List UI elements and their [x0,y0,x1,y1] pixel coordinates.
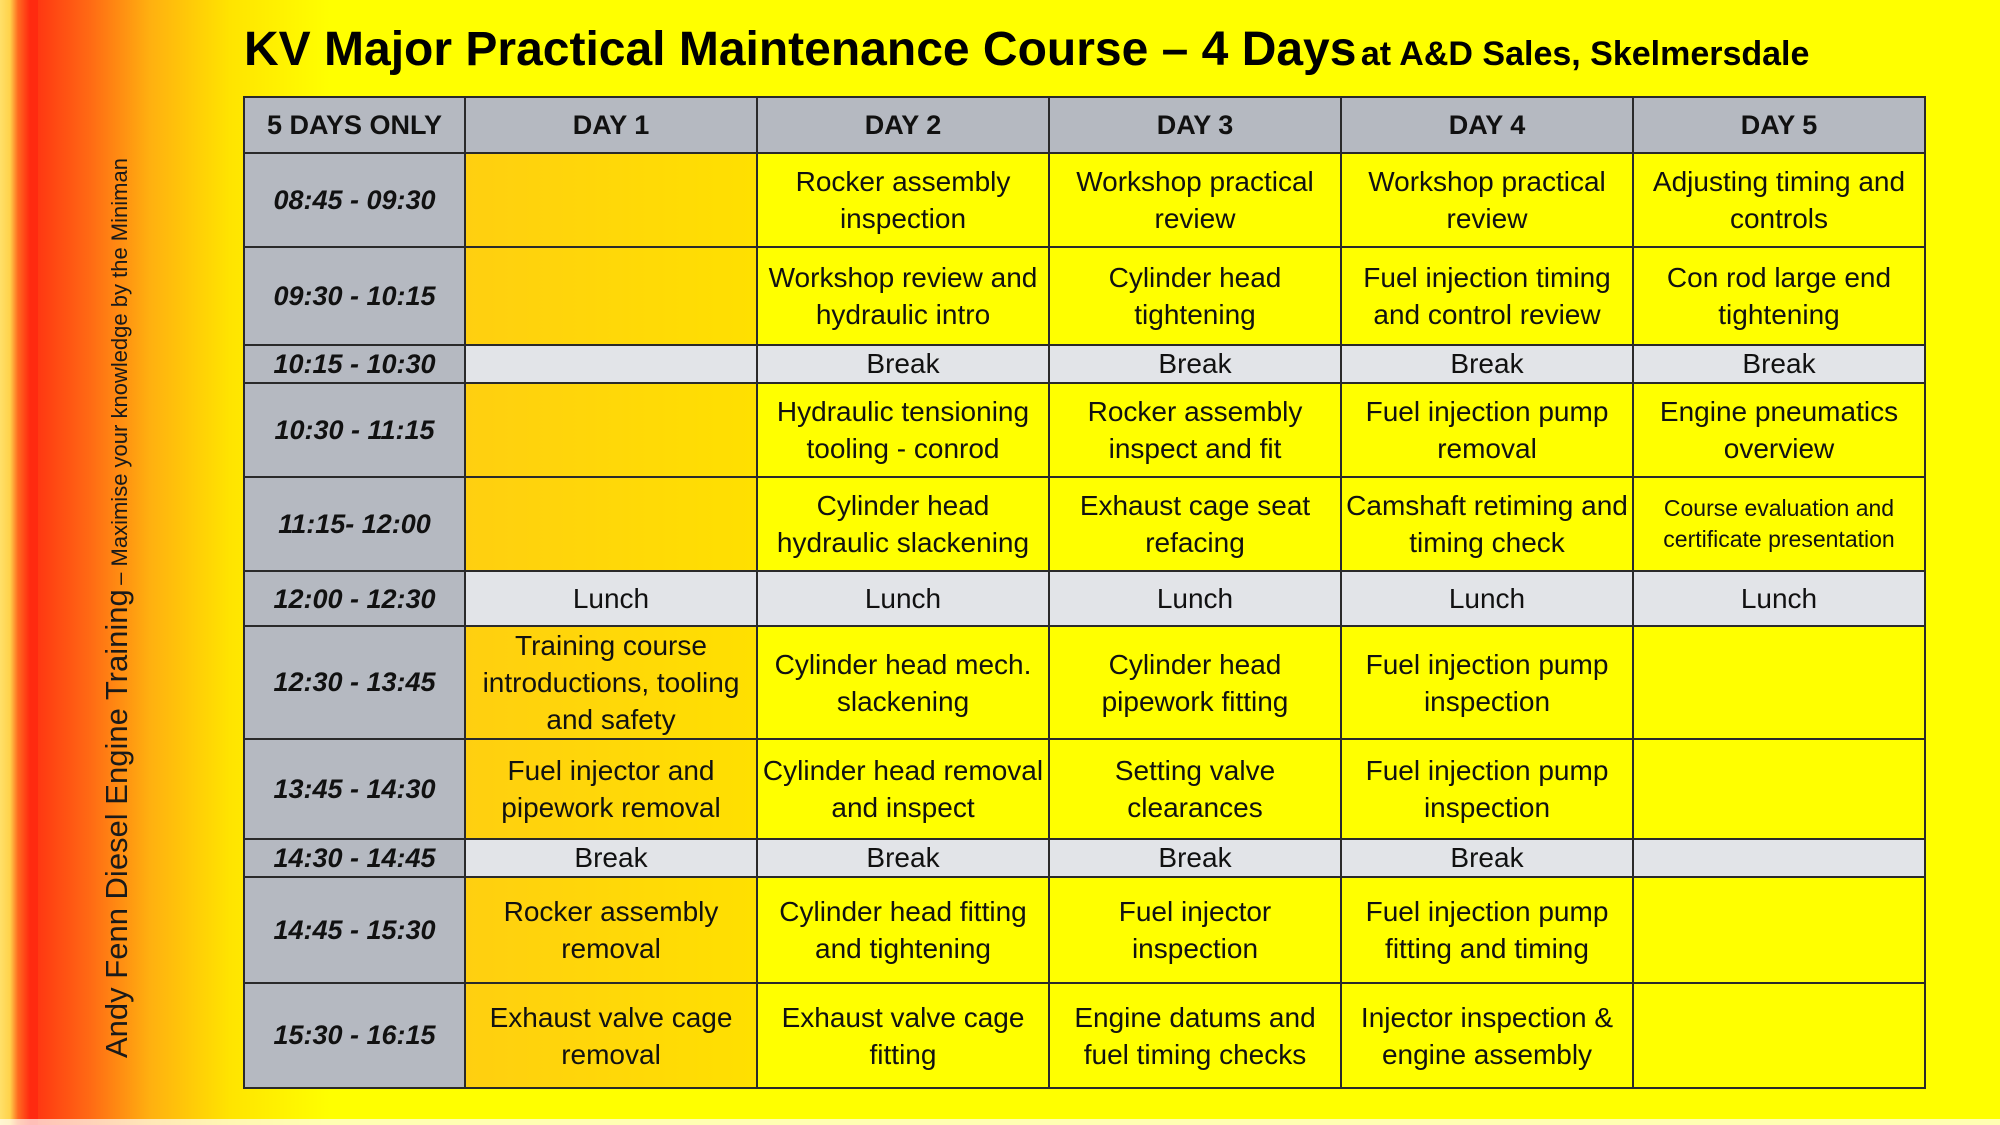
session-cell: Lunch [465,571,757,626]
table-row [244,477,1925,571]
table-row [244,247,1925,345]
header-cell: DAY 1 [465,97,757,153]
session-cell: Break [1049,839,1341,877]
time-cell: 08:45 - 09:30 [244,153,465,247]
session-cell: Cylinder head removal and inspect [757,739,1049,839]
session-cell: Cylinder head pipework fitting [1049,626,1341,739]
session-cell: Break [757,345,1049,383]
session-cell: Break [1049,345,1341,383]
session-cell [465,383,757,477]
header-cell: 5 DAYS ONLY [244,97,465,153]
session-cell: Exhaust valve cage fitting [757,983,1049,1088]
session-cell: Break [1341,345,1633,383]
session-cell: Lunch [1633,571,1925,626]
bottom-band [0,1119,2000,1125]
table-row [244,839,1925,877]
session-cell: Cylinder head fitting and tightening [757,877,1049,983]
header-cell: DAY 4 [1341,97,1633,153]
table-row [244,983,1925,1088]
page-title [244,22,1809,77]
session-cell: Lunch [1049,571,1341,626]
side-branding-main: Andy Fenn Diesel Engine Training [99,589,134,1058]
session-cell [465,477,757,571]
table-row [244,571,1925,626]
left-edge-stripe [0,0,38,1125]
session-cell: Con rod large end tightening [1633,247,1925,345]
time-cell: 14:45 - 15:30 [244,877,465,983]
time-cell: 10:15 - 10:30 [244,345,465,383]
session-cell: Injector inspection & engine assembly [1341,983,1633,1088]
header-cell: DAY 2 [757,97,1049,153]
side-branding-sub: – Maximise your knowledge by the Miniman [107,158,132,585]
table-row [244,153,1925,247]
session-cell: Fuel injection pump removal [1341,383,1633,477]
session-cell [465,247,757,345]
session-cell: Rocker assembly removal [465,877,757,983]
session-cell: Lunch [1341,571,1633,626]
time-cell: 09:30 - 10:15 [244,247,465,345]
session-cell [1633,839,1925,877]
header-cell: DAY 5 [1633,97,1925,153]
session-cell: Course evaluation and certificate presentation [1633,477,1925,571]
table-row [244,626,1925,739]
session-cell: Break [757,839,1049,877]
time-cell: 14:30 - 14:45 [244,839,465,877]
session-cell: Cylinder head hydraulic slackening [757,477,1049,571]
time-cell: 13:45 - 14:30 [244,739,465,839]
time-cell: 15:30 - 16:15 [244,983,465,1088]
session-cell: Hydraulic tensioning tooling - conrod [757,383,1049,477]
session-cell [1633,877,1925,983]
time-cell: 11:15- 12:00 [244,477,465,571]
session-cell: Camshaft retiming and timing check [1341,477,1633,571]
time-cell: 10:30 - 11:15 [244,383,465,477]
table-row [244,739,1925,839]
session-cell: Exhaust cage seat refacing [1049,477,1341,571]
session-cell: Cylinder head tightening [1049,247,1341,345]
time-cell: 12:30 - 13:45 [244,626,465,739]
session-cell: Adjusting timing and controls [1633,153,1925,247]
session-cell: Setting valve clearances [1049,739,1341,839]
session-cell: Fuel injector and pipework removal [465,739,757,839]
session-cell: Exhaust valve cage removal [465,983,757,1088]
session-cell: Rocker assembly inspection [757,153,1049,247]
session-cell: Break [1341,839,1633,877]
session-cell: Fuel injection pump fitting and timing [1341,877,1633,983]
session-cell [1633,626,1925,739]
session-cell: Training course introductions, tooling and safety [465,626,757,739]
side-branding [99,158,135,1058]
session-cell: Fuel injection timing and control review [1341,247,1633,345]
session-cell: Engine datums and fuel timing checks [1049,983,1341,1088]
header-row [244,97,1925,153]
table-row [244,345,1925,383]
table-row [244,877,1925,983]
table-row [244,383,1925,477]
session-cell: Break [1633,345,1925,383]
title-sub: at A&D Sales, Skelmersdale [1360,35,1810,73]
session-cell: Fuel injection pump inspection [1341,739,1633,839]
session-cell: Fuel injector inspection [1049,877,1341,983]
session-cell: Cylinder head mech. slackening [757,626,1049,739]
session-cell [465,153,757,247]
title-main: KV Major Practical Maintenance Course – 4 Days [244,23,1357,76]
session-cell: Engine pneumatics overview [1633,383,1925,477]
session-cell: Workshop practical review [1341,153,1633,247]
session-cell [1633,739,1925,839]
session-cell [465,345,757,383]
session-cell: Workshop review and hydraulic intro [757,247,1049,345]
schedule-table [243,96,1926,1089]
time-cell: 12:00 - 12:30 [244,571,465,626]
session-cell: Break [465,839,757,877]
session-cell: Lunch [757,571,1049,626]
header-cell: DAY 3 [1049,97,1341,153]
session-cell: Workshop practical review [1049,153,1341,247]
session-cell: Fuel injection pump inspection [1341,626,1633,739]
session-cell: Rocker assembly inspect and fit [1049,383,1341,477]
session-cell [1633,983,1925,1088]
